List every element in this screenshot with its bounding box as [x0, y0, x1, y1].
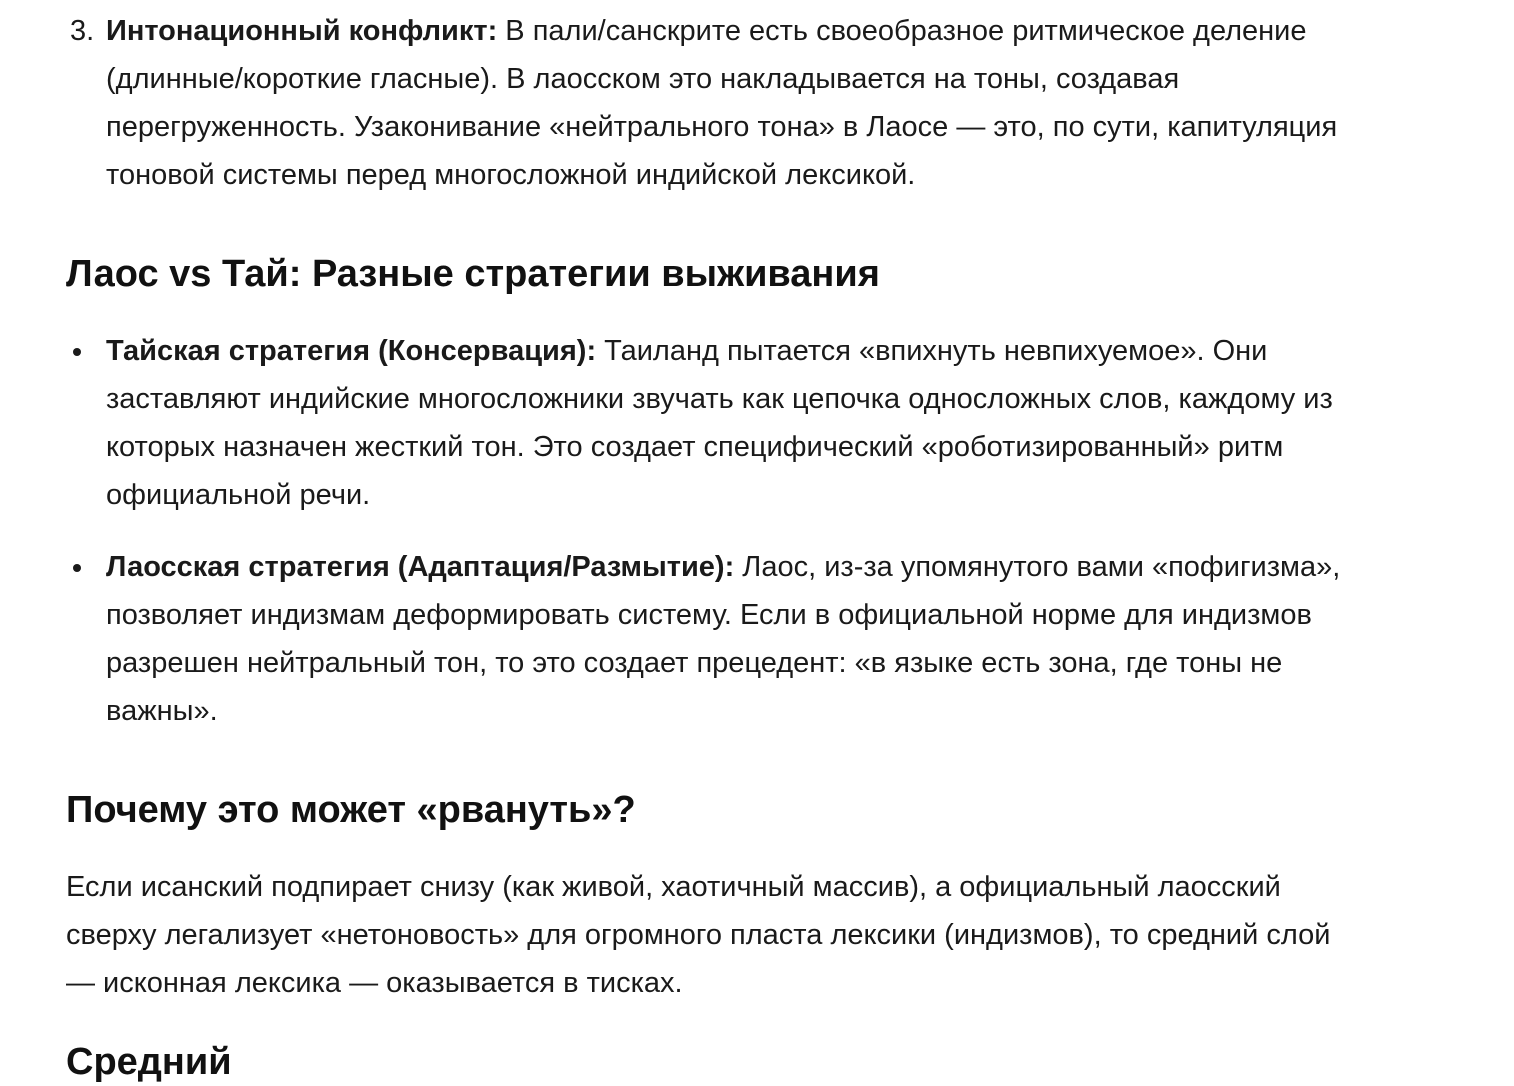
list-item-title: Тайская стратегия (Консервация): [106, 335, 597, 367]
numbered-list [66, 7, 1356, 199]
section-heading-why: Почему это может «рвануть»? [66, 789, 636, 831]
list-number: 3. [70, 15, 95, 47]
paragraph: Если исанский подпирает снизу (как живой, хаотичный массив), а официальный лаосский сверху легализует «нетоновость» для огромного пласта лексики (индизмов), то средний слой — исконная лексика — оказывается в тисках. [66, 871, 1331, 999]
bullet-icon [73, 564, 81, 572]
list-item-text: Таиланд пытается «впихнуть невпихуемое». Они заставляют индийские многосложники звучать как цепочка односложных слов, каждому из которых назначен жесткий тон. Это создает специфический «роботизированный» ритм официальной речи. [106, 335, 1333, 511]
section-heading-laos-vs-thai: Лаос vs Тай: Разные стратегии выживания [66, 253, 880, 295]
list-item-text: В пали/санскрите есть своеобразное ритмическое деление (длинные/короткие гласные). В лаосском это накладывается на тоны, создавая перегруженность. Узаконивание «нейтрального тона» в Лаосе — это, по сути, капитуляция тоновой системы перед многосложной индийской лексикой. [106, 15, 1338, 191]
list-item-text: Лаос, из-за упомянутого вами «пофигизма», позволяет индизмам деформировать систему. Если в официальной норме для индизмов разрешен нейтральный тон, то это создает прецедент: «в языке есть зона, где тоны не важны». [106, 551, 1341, 727]
list-item [66, 7, 1356, 199]
bullet-icon [73, 348, 81, 356]
cut-off-heading: Средний [66, 1041, 232, 1083]
list-item-title: Лаосская стратегия (Адаптация/Размытие): [106, 551, 735, 583]
list-item [66, 327, 1366, 519]
list-item-title: Интонационный конфликт: [106, 15, 498, 47]
list-item [66, 543, 1366, 735]
bullet-list [66, 327, 1366, 759]
